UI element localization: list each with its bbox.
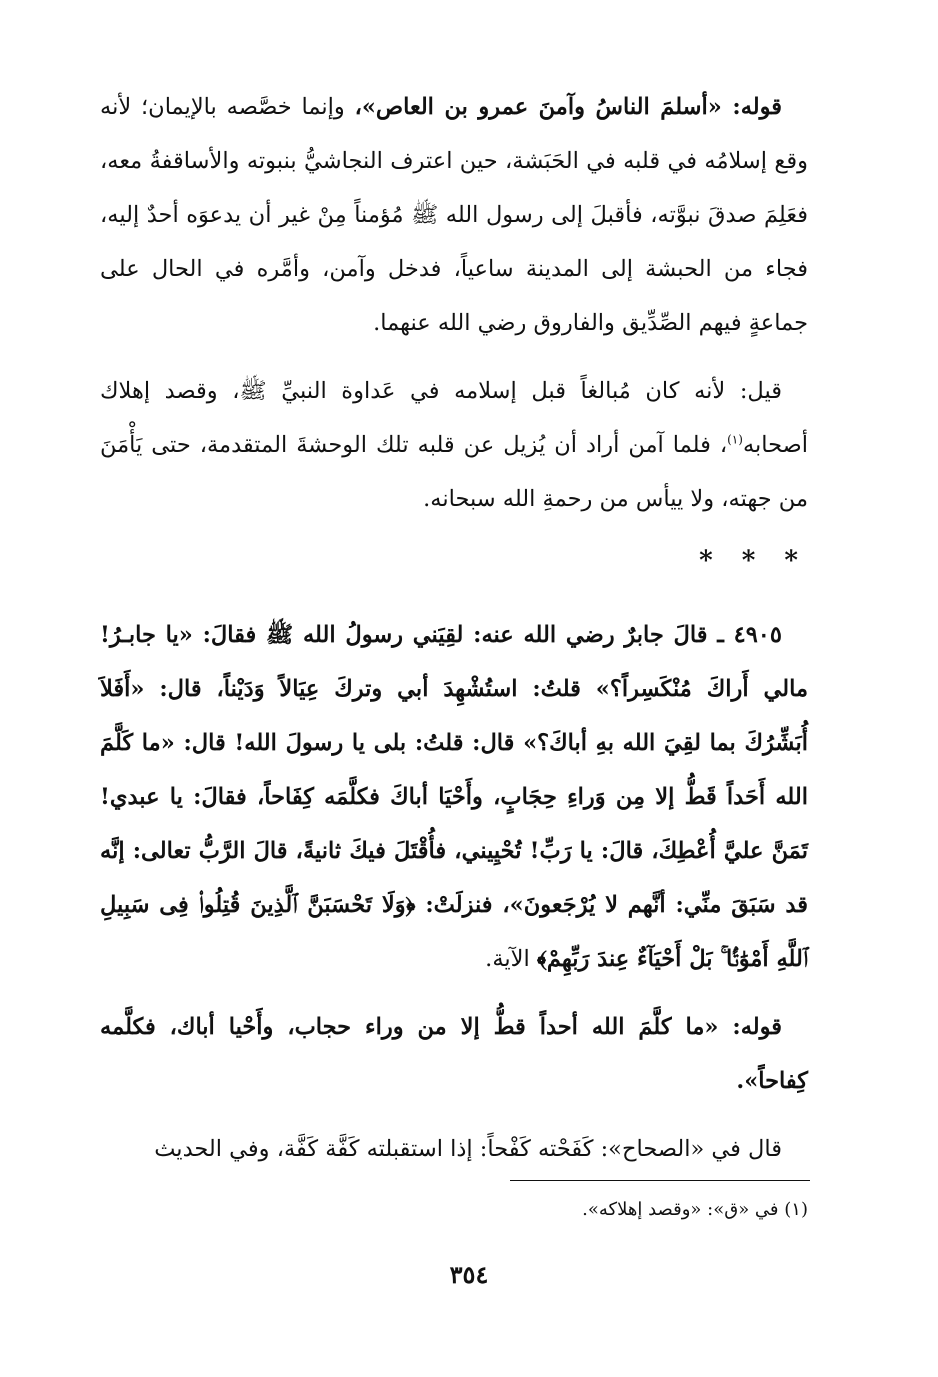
hadith-number-lead: ٤٩٠٥ ـ قالَ جابرٌ رضي الله عنه: [463, 622, 782, 648]
hadith-paragraph [100, 608, 808, 986]
page-number: ٣٥٤ [449, 1260, 489, 1289]
hadith-text: لقِيَني رسولُ الله ﷺ فقالَ: «يا جابـرُ! مالي أَراكَ مُنْكَسِراً؟» قلتُ: استُشْهِدَ أبي وتركَ عِيَالاً وَدَيْناً، قال: «أَفَلاَ أُبَشِّرُكَ بما لقِيَ الله بهِ أباكَ؟» قال: قلتُ: بلى يا رسولَ الله! قال: «ما كَلَّمَ الله أَحَداً قَطُّ إلا مِن وَراءِ حِجَابٍ، وأَحْيَا أباكَ فكلَّمَه كِفَاحاً، فقالَ: يا عبدي! تَمَنَّ عليَّ أُعْطِكَ، قالَ: يا رَبِّ! تُحْيِيني، فأُقْتَلَ فيكَ ثانيةً، قالَ الرَّبُّ تعالى: إنَّه قد سَبَقَ منِّي: أنَّهم لا يُرْجَعونَ»، فنزلَتْ: ﴿وَلَا تَحْسَبَنَّ ٱلَّذِينَ قُتِلُوا۟ فِى سَبِيلِ ٱللَّهِ أَمْوَٰتًۢا ۚ بَلْ أَحْيَآءٌ عِندَ رَبِّهِمْ﴾ [100, 622, 808, 972]
paragraph-1-lead: قوله: «أسلمَ الناسُ وآمنَ عمرو بن العاص»، [354, 94, 782, 120]
paragraph-1 [100, 80, 808, 350]
commentary-1-lead: قوله: «ما كلَّمَ الله أحداً قطُّ إلا من وراء حجاب، وأَحْيا أباك، فكلَّمه كِفاحاً». [100, 1014, 808, 1094]
commentary-1 [100, 1000, 808, 1108]
section-separator: * * * [699, 546, 808, 576]
paragraph-2 [100, 364, 808, 526]
hadith-tail: الآية. [485, 946, 537, 972]
footnote: (١) في «ق»: «وقصد إهلاكه». [582, 1199, 808, 1220]
paragraph-2-text-before: قيل: لأنه كان مُبالغاً قبل إسلامه في عَداوة النبيِّ ﷺ، وقصد إهلاك أصحابه [100, 378, 808, 458]
footnote-marker[interactable]: (١) [727, 432, 743, 447]
paragraph-2-text-after: ، فلما آمن أراد أن يُزيل عن قلبه تلك الوحشةَ المتقدمة، حتى يَأْمَنَ من جهته، ولا ييأس من رحمةِ الله سبحانه. [100, 432, 808, 512]
footnote-divider [510, 1180, 810, 1181]
body-text [100, 80, 808, 1176]
commentary-2-text: قال في «الصحاح»: كَفَحْته كَفْحاً: إذا استقبلته كَفَّة كَفَّة، وفي الحديث [154, 1136, 782, 1162]
paragraph-1-text: وإنما خصَّصه بالإيمان؛ لأنه وقع إسلامُه في قلبه في الحَبَشة، حين اعترف النجاشيُّ بنبوته والأساقفةُ معه، فعَلِمَ صدقَ نبوَّته، فأقبلَ إلى رسول الله ﷺ مُؤمناً مِنْ غير أن يدعوَه أحدٌ إليه، فجاء من الحبشة إلى المدينة ساعياً، فدخل وآمن، وأمَّره في الحال على جماعةٍ فيهم الصِّدِّيق والفاروق رضي الله عنهما. [100, 94, 808, 336]
commentary-2 [100, 1122, 808, 1176]
